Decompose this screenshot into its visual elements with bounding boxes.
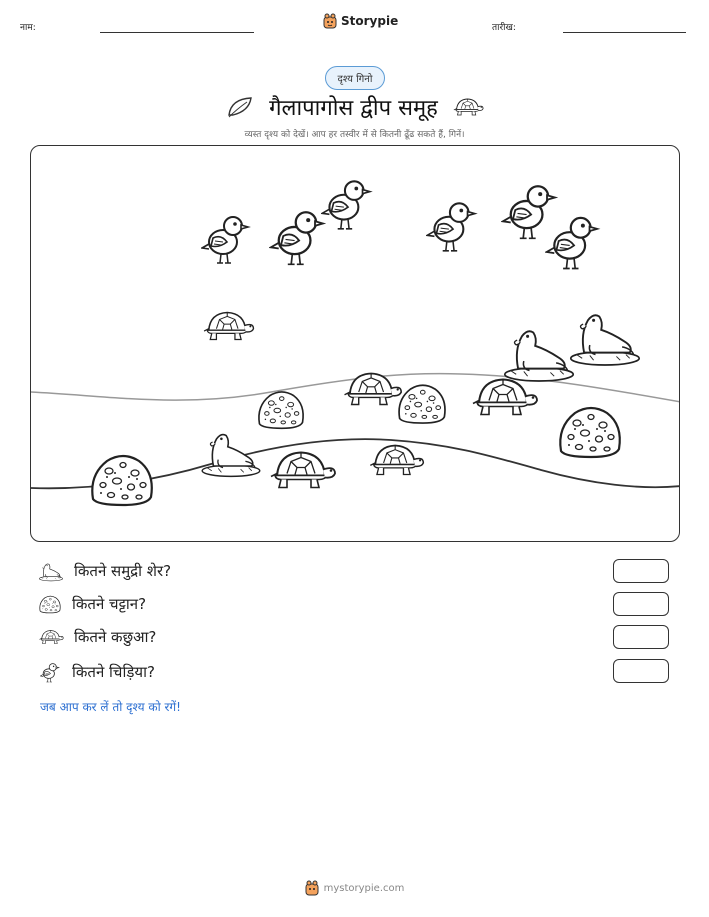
page-subtitle: व्यस्त दृश्य को देखें। आप हर तस्वीर में से कितनी ढूँढ सकते हैं, गिनें। — [244, 130, 465, 140]
bird — [269, 202, 327, 270]
turtle-icon — [38, 628, 64, 646]
bird — [201, 208, 251, 268]
storypie-mascot-icon — [323, 13, 337, 29]
bird — [426, 194, 478, 256]
question-row — [38, 593, 146, 615]
turtle — [267, 446, 337, 494]
question-text: कितने चिड़िया? — [72, 663, 155, 681]
question-row — [38, 627, 156, 647]
rock — [395, 378, 449, 428]
counting-scene — [30, 145, 680, 542]
answer-box[interactable] — [613, 592, 669, 616]
sea-lion-icon — [38, 560, 64, 582]
question-row — [38, 660, 155, 684]
turtle — [367, 440, 425, 480]
bird — [545, 208, 601, 274]
answer-box[interactable] — [613, 659, 669, 683]
brand-name: Storypie — [341, 14, 399, 28]
bird — [321, 172, 373, 234]
rock-icon — [38, 593, 62, 615]
footer-url[interactable]: mystorypie.com — [323, 882, 405, 894]
brand-logo — [323, 13, 398, 29]
rock — [555, 400, 625, 462]
storypie-mascot-icon — [305, 880, 319, 896]
rock — [87, 448, 157, 510]
page-title: गैलापागोस द्वीप समूह — [269, 96, 438, 121]
question-row — [38, 560, 171, 582]
turtle — [201, 308, 255, 344]
date-field-line[interactable] — [563, 32, 686, 33]
name-field-line[interactable] — [100, 32, 254, 33]
sea-lion — [567, 304, 643, 368]
question-text: कितने समुद्री शेर? — [74, 562, 172, 580]
bird-icon — [38, 660, 62, 684]
name-label: नाम: — [20, 23, 36, 33]
activity-badge: दृश्य गिनो — [325, 66, 385, 90]
turtle — [341, 368, 403, 410]
title-row — [0, 92, 709, 122]
answer-box[interactable] — [613, 559, 669, 583]
coloring-instruction: जब आप कर लें तो दृश्य को रगें! — [40, 700, 181, 714]
date-label: तारीख: — [492, 23, 516, 33]
question-text: कितने कछुआ? — [74, 628, 157, 646]
leaf-icon — [225, 95, 255, 119]
sea-lion — [501, 320, 577, 384]
footer — [0, 880, 709, 896]
answer-box[interactable] — [613, 625, 669, 649]
turtle-icon — [452, 96, 484, 118]
sea-lion — [199, 426, 263, 478]
question-text: कितने चट्टान? — [72, 595, 147, 613]
